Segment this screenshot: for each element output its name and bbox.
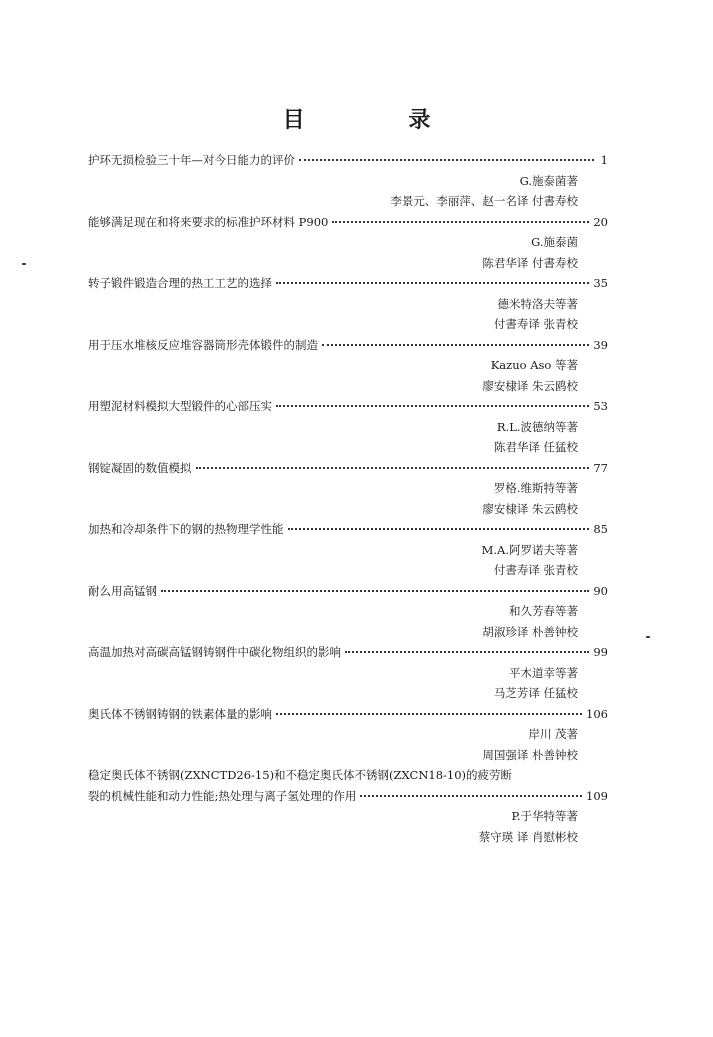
- toc-page-number: 53: [593, 399, 608, 413]
- toc-translator: 廖安棣译 朱云鸥校: [482, 501, 578, 516]
- toc-entry-title: 裂的机械性能和动力性能;热处理与离子氢处理的作用: [88, 788, 357, 803]
- toc-entry-row: [88, 212, 608, 233]
- toc-translator: 胡淑珍译 朴善钟校: [482, 624, 578, 639]
- toc-entry-title: 耐么用高锰钢: [88, 583, 157, 598]
- toc-entry: [88, 273, 608, 335]
- toc-translator: 李景元、李丽萍、赵一名译 付書寿校: [390, 194, 578, 208]
- toc-entry: [88, 581, 608, 643]
- toc-entry-title: 用于压水堆核反应堆容器筒形壳体锻件的制造: [88, 337, 318, 352]
- toc-entry: [88, 335, 608, 397]
- toc-author: R.L.波德纳等著: [496, 419, 578, 434]
- toc-entry: [88, 150, 608, 212]
- toc-translator: 马芝芳译 任猛校: [493, 686, 578, 700]
- toc-author: 德米特洛夫等著: [497, 296, 578, 311]
- toc-entry: [88, 704, 608, 766]
- toc-entry: [88, 212, 608, 274]
- toc-entry-row: [88, 786, 608, 807]
- toc-entry: [88, 458, 608, 520]
- toc-entry-row: [88, 704, 608, 725]
- toc-author: G.施泰菌著: [519, 173, 578, 188]
- toc-entry-title: 护环无损检验三十年—对今日能力的评价: [88, 153, 295, 167]
- dot-leader: [276, 282, 589, 284]
- toc-author: P.于华特等著: [511, 809, 578, 823]
- toc-page-number: 106: [586, 706, 608, 721]
- toc-page-number: 35: [593, 276, 608, 290]
- toc-author: G.施泰菌: [531, 235, 578, 249]
- toc-page-number: 20: [593, 214, 608, 229]
- dot-leader: [161, 590, 589, 592]
- dot-leader: [360, 795, 582, 797]
- toc-entry-title: 转子锻件锻造合理的热工工艺的选择: [88, 276, 272, 290]
- scan-speck: [646, 636, 650, 638]
- toc-author: M.A.阿罗诺夫等著: [481, 542, 578, 557]
- toc-translator: 蔡守瑛 译 肖慰彬校: [478, 829, 578, 844]
- toc-entry-row: [88, 273, 608, 294]
- toc-entry-title: 高温加热对高碳高锰钢铸钢件中碳化物组织的影响: [88, 645, 341, 659]
- toc-entry-row: [88, 581, 608, 602]
- toc-entry: [88, 642, 608, 704]
- toc-author: 平木道幸等著: [509, 665, 578, 680]
- toc-page-number: 90: [593, 583, 608, 598]
- toc-entry-title: 用塑泥材料模拟大型锻件的心部压实: [88, 399, 272, 413]
- toc-entry-row: [88, 396, 608, 417]
- dot-leader: [276, 405, 589, 407]
- toc-page-number: 77: [593, 460, 608, 475]
- dot-leader: [196, 467, 590, 469]
- toc-author: 罗格.维斯特等著: [493, 481, 578, 495]
- toc-entry-row: [88, 642, 608, 663]
- dot-leader: [332, 221, 589, 223]
- toc-entry-title: 加热和冷却条件下的钢的热物理学性能: [88, 522, 284, 536]
- toc-page-number: 85: [593, 522, 608, 536]
- toc-entry-title-line1: 稳定奥氏体不锈钢(ZXNCTD26-15)和不稳定奥氏体不锈钢(ZXCN18-10)的疲劳断: [88, 768, 513, 782]
- toc-author: Kazuo Aso 等著: [490, 358, 578, 372]
- toc-entry: [88, 765, 608, 847]
- toc-entry-row: [88, 458, 608, 479]
- toc-entry-row: [88, 335, 608, 356]
- dot-leader: [345, 651, 589, 653]
- toc-translator: 付書寿译 张青校: [493, 563, 578, 577]
- toc-entry-title: 奥氏体不锈钢铸钢的铁素体量的影响: [88, 706, 272, 721]
- toc-translator: 付書寿译 张青校: [493, 317, 578, 331]
- toc-entry: [88, 396, 608, 458]
- dot-leader: [288, 528, 590, 530]
- toc-translator: 陈君华译 任猛校: [493, 440, 578, 454]
- table-of-contents: [88, 150, 608, 847]
- page-title: 目 录: [282, 108, 479, 133]
- toc-entry: [88, 519, 608, 581]
- toc-entry-row: [88, 150, 608, 171]
- toc-translator: 廖安棣译 朱云鸥校: [482, 378, 578, 393]
- dot-leader: [322, 344, 589, 346]
- toc-translator: 陈君华译 付書寿校: [482, 255, 578, 270]
- toc-page-number: 99: [593, 645, 608, 659]
- toc-author: 岸川 茂著: [528, 727, 578, 741]
- toc-translator: 周国强译 朴善钟校: [482, 747, 578, 762]
- toc-author: 和久芳春等著: [509, 604, 578, 618]
- toc-page-number: 1: [600, 153, 608, 167]
- toc-entry-row: [88, 519, 608, 540]
- toc-page-number: 109: [586, 788, 608, 803]
- dot-leader: [299, 159, 594, 161]
- toc-entry-title: 钢锭凝固的数值模拟: [88, 460, 192, 475]
- scan-speck: [22, 263, 26, 265]
- toc-entry-title: 能够满足现在和将来要求的标准护环材料 P900: [88, 214, 329, 229]
- toc-page-number: 39: [593, 337, 608, 352]
- dot-leader: [276, 713, 582, 715]
